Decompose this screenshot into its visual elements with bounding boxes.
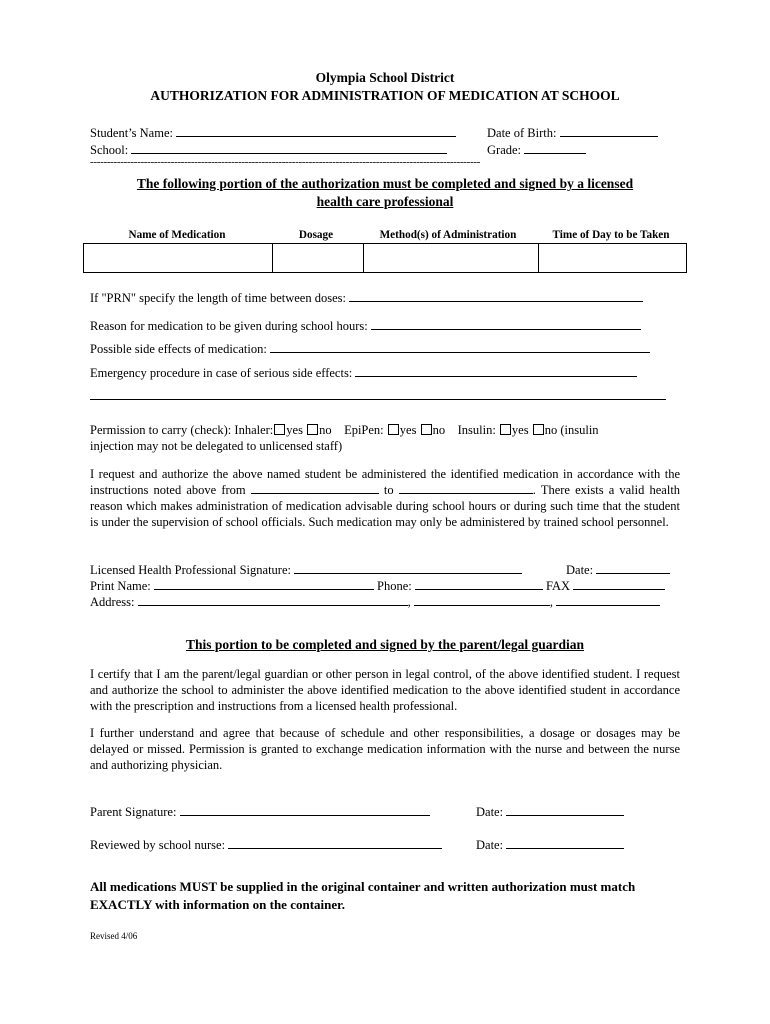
nurse-date-label: Date:: [476, 838, 504, 852]
permission-row: [90, 423, 599, 438]
school-label: School:: [90, 143, 129, 157]
district-name: Olympia School District: [315, 70, 455, 85]
address-street-field[interactable]: [138, 593, 408, 606]
time-of-day-cell[interactable]: [539, 244, 687, 273]
emergency-field-line2[interactable]: [90, 388, 666, 400]
fax-field[interactable]: [573, 577, 665, 590]
address-row: Address: , ,: [90, 593, 660, 610]
dob-field[interactable]: [560, 124, 658, 137]
insulin-yes-checkbox[interactable]: [500, 424, 511, 435]
reason-row: [90, 317, 641, 334]
inhaler-label: Inhaler:: [234, 423, 274, 437]
parent-signature-field[interactable]: [180, 803, 430, 816]
epipen-yes-label: yes: [399, 423, 417, 437]
provider-signature-row: [90, 561, 522, 578]
reason-field[interactable]: [371, 317, 641, 330]
student-name-row: [90, 124, 456, 141]
parent-signature-label: Parent Signature:: [90, 805, 177, 819]
insulin-yes-label: yes: [511, 423, 529, 437]
form-title: AUTHORIZATION FOR ADMINISTRATION OF MEDICATION AT SCHOOL: [150, 88, 620, 103]
address-zip-field[interactable]: [556, 593, 660, 606]
parent-date-row: [476, 803, 624, 820]
prn-row: [90, 289, 643, 306]
guardian-heading: This portion to be completed and signed by the parent/legal guardian: [185, 637, 585, 652]
provider-date-field[interactable]: [596, 561, 670, 574]
col-header-time: Time of Day to be Taken: [552, 229, 670, 241]
insulin-label: Insulin:: [457, 423, 496, 437]
section-divider: --------------------------------------------------------------------------------------------------------------------: [90, 156, 481, 168]
col-header-dosage: Dosage: [298, 229, 334, 241]
medication-table: [83, 243, 687, 273]
request-to: to: [383, 483, 394, 497]
student-name-label: Student’s Name:: [90, 126, 173, 140]
request-paragraph: I request and authorize the above named student be administered the identified medication in accordance with the instructions noted above from to . There exists a valid health reason which makes administration of medication advisable during school hours or during such time that the student is under the supervision of school officials. Such medication may only be administered by trained school personnel.: [90, 467, 681, 529]
epipen-yes-checkbox[interactable]: [388, 424, 399, 435]
phone-label: Phone:: [377, 579, 412, 593]
parent-signature-row: [90, 803, 430, 820]
nurse-row: [90, 836, 442, 853]
print-name-row: [90, 577, 665, 594]
col-header-medication: Name of Medication: [128, 229, 226, 241]
table-row: [84, 244, 687, 273]
permission-note: injection may not be delegated to unlicensed staff): [90, 439, 343, 453]
emergency-row: [90, 364, 637, 381]
phone-field[interactable]: [415, 577, 543, 590]
inhaler-yes-label: yes: [286, 423, 303, 437]
method-cell[interactable]: [364, 244, 539, 273]
nurse-label: Reviewed by school nurse:: [90, 838, 226, 852]
grade-field[interactable]: [524, 141, 586, 154]
dob-row: [487, 124, 658, 141]
dosage-cell[interactable]: [273, 244, 364, 273]
insulin-no-label: no (insulin: [544, 423, 599, 437]
address-city-field[interactable]: [414, 593, 550, 606]
provider-date-row: [566, 561, 670, 578]
epipen-label: EpiPen:: [344, 423, 384, 437]
provider-signature-label: Licensed Health Professional Signature:: [90, 563, 291, 577]
inhaler-no-checkbox[interactable]: [307, 424, 318, 435]
prn-field[interactable]: [349, 289, 643, 302]
prn-label: If "PRN" specify the length of time between doses:: [90, 291, 346, 305]
provider-heading-line1: The following portion of the authorization must be completed and signed by a licensed: [136, 176, 634, 191]
understand-paragraph: I further understand and agree that because of schedule and other responsibilities, a dosage or dosages may be delayed or missed. Permission is granted to exchange medication information with the nurse and between the nurse and authorizing physician.: [90, 726, 680, 772]
print-name-field[interactable]: [154, 577, 374, 590]
nurse-date-row: [476, 836, 624, 853]
request-text-2: There exists a valid health reason which makes administration of medication advisable during school hours or during such time that the student is under the supervision of school officials. Such medication may only be administered by trained school personnel.: [90, 483, 681, 529]
inhaler-no-label: no: [319, 423, 332, 437]
parent-date-label: Date:: [476, 805, 504, 819]
epipen-no-checkbox[interactable]: [421, 424, 432, 435]
certify-paragraph: I certify that I am the parent/legal guardian or other person in legal control, of the above identified student. I request and authorize the school to administer the above identified medication to the above identified student in accordance with the prescription and instructions from a licensed health professional.: [90, 667, 680, 713]
insulin-no-checkbox[interactable]: [533, 424, 544, 435]
permission-label: Permission to carry (check):: [90, 423, 232, 437]
side-effects-field[interactable]: [270, 340, 650, 353]
revised-date: Revised 4/06: [90, 931, 138, 941]
provider-signature-field[interactable]: [294, 561, 522, 574]
request-text-1: I request and authorize the above named student be administered the identified medication in accordance with the instructions noted above from: [90, 467, 680, 497]
emergency-label: Emergency procedure in case of serious side effects:: [90, 366, 353, 380]
emergency-field[interactable]: [355, 364, 637, 377]
reason-label: Reason for medication to be given during school hours:: [90, 319, 368, 333]
nurse-signature-field[interactable]: [228, 836, 442, 849]
epipen-no-label: no: [432, 423, 446, 437]
side-effects-row: [90, 340, 650, 357]
inhaler-yes-checkbox[interactable]: [274, 424, 285, 435]
address-label: Address:: [90, 595, 135, 609]
notice-line2: EXACTLY with information on the container.: [90, 897, 345, 912]
medication-name-cell[interactable]: [84, 244, 273, 273]
notice-line1: All medications MUST be supplied in the original container and written authorization must match: [90, 879, 636, 894]
school-field[interactable]: [131, 141, 447, 154]
student-name-field[interactable]: [176, 124, 456, 137]
nurse-date-field[interactable]: [506, 836, 624, 849]
dob-label: Date of Birth:: [487, 126, 557, 140]
grade-label: Grade:: [487, 143, 522, 157]
col-header-method: Method(s) of Administration: [379, 229, 517, 241]
provider-heading-line2: health care professional: [316, 194, 454, 209]
parent-date-field[interactable]: [506, 803, 624, 816]
side-effects-label: Possible side effects of medication:: [90, 342, 267, 356]
fax-label: FAX: [546, 579, 571, 593]
provider-date-label: Date:: [566, 563, 594, 577]
from-date-field[interactable]: [251, 482, 379, 494]
print-name-label: Print Name:: [90, 579, 151, 593]
to-date-field[interactable]: [399, 482, 533, 494]
